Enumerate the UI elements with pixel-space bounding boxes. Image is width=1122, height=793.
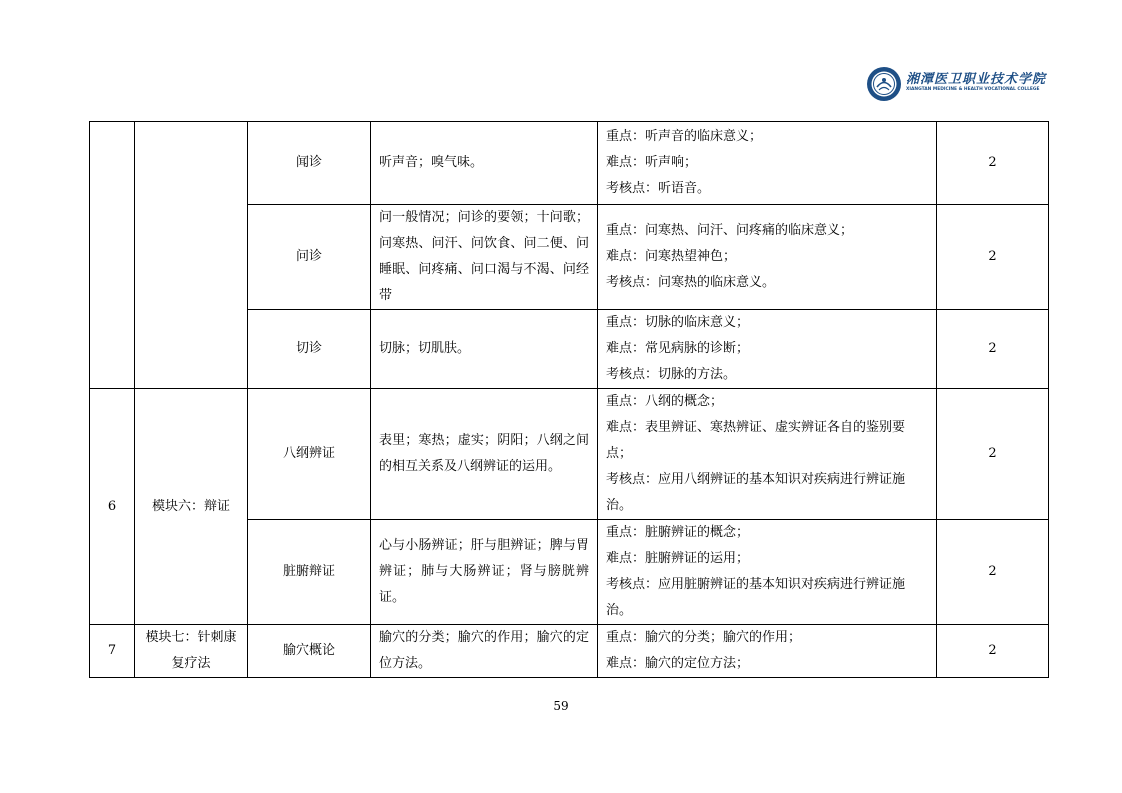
college-logo [866, 66, 1047, 104]
key-point: 重点：切脉的临床意义； [606, 315, 750, 330]
module-number-cell: 6 [90, 389, 135, 625]
college-name: 湘潭医卫职业技术学院 [906, 72, 1047, 87]
hours-cell: 2 [937, 205, 1049, 310]
module-name-cell [135, 122, 248, 389]
key-points-cell [598, 520, 937, 625]
hours-cell: 2 [937, 310, 1049, 389]
key-point: 考核点：听语音。 [606, 181, 711, 196]
key-point: 考核点：问寒热的临床意义。 [606, 275, 776, 290]
key-point: 治。 [606, 498, 633, 513]
key-points-cell [598, 205, 937, 310]
page-number: 59 [553, 699, 569, 713]
key-point: 考核点：切脉的方法。 [606, 367, 737, 382]
module-number-cell [90, 122, 135, 389]
topic-cell: 脏腑辩证 [248, 520, 371, 625]
table-row [90, 122, 1049, 205]
table-row [90, 389, 1049, 520]
content-cell: 表里；寒热；虚实；阴阳；八纲之间的相互关系及八纲辨证的运用。 [371, 389, 598, 520]
topic-cell: 腧穴概论 [248, 625, 371, 678]
college-name-english: XIANGTAN MEDICINE & HEALTH VOCATIONAL COLLEGE [906, 87, 1040, 92]
topic-cell: 八纲辨证 [248, 389, 371, 520]
key-point: 治。 [606, 603, 633, 618]
content-cell: 听声音；嗅气味。 [371, 122, 598, 205]
key-point: 重点：脏腑辨证的概念； [606, 525, 750, 540]
key-point: 难点：表里辨证、寒热辨证、虚实辨证各自的鉴别要 [606, 420, 906, 435]
module-name-line: 模块七：针刺康 [145, 630, 237, 645]
key-point: 重点：问寒热、问汗、问疼痛的临床意义； [606, 223, 854, 238]
topic-cell: 问诊 [248, 205, 371, 310]
module-name-line: 复疗法 [171, 656, 211, 671]
table-row [90, 625, 1049, 678]
content-cell: 腧穴的分类；腧穴的作用；腧穴的定位方法。 [371, 625, 598, 678]
hours-cell: 2 [937, 122, 1049, 205]
college-seal-icon [866, 66, 902, 102]
key-point: 难点：听声响； [606, 155, 698, 170]
key-point: 难点：问寒热望神色； [606, 249, 737, 264]
key-point: 难点：脏腑辨证的运用； [606, 551, 750, 566]
content-cell: 问一般情况；问诊的要领；十问歌；问寒热、问汗、问饮食、问二便、问睡眠、问疼痛、问口渴与不渴、问经带 [371, 205, 598, 310]
key-point: 难点：腧穴的定位方法； [606, 656, 750, 671]
content-cell: 心与小肠辨证；肝与胆辨证；脾与胃辨证；肺与大肠辨证；肾与膀胱辨证。 [371, 520, 598, 625]
key-point: 难点：常见病脉的诊断； [606, 341, 750, 356]
hours-cell: 2 [937, 520, 1049, 625]
key-point: 重点：听声音的临床意义； [606, 129, 763, 144]
key-point: 考核点：应用八纲辨证的基本知识对疾病进行辨证施 [606, 472, 906, 487]
key-points-cell [598, 625, 937, 678]
key-point: 考核点：应用脏腑辨证的基本知识对疾病进行辨证施 [606, 577, 906, 592]
module-name-cell [135, 625, 248, 678]
key-point: 重点：八纲的概念； [606, 394, 724, 409]
content-cell: 切脉；切肌肤。 [371, 310, 598, 389]
module-name-cell: 模块六：辩证 [135, 389, 248, 625]
key-points-cell [598, 389, 937, 520]
hours-cell: 2 [937, 625, 1049, 678]
syllabus-table [89, 121, 1049, 678]
hours-cell: 2 [937, 389, 1049, 520]
topic-cell: 切诊 [248, 310, 371, 389]
key-point: 点； [606, 446, 633, 461]
module-number-cell: 7 [90, 625, 135, 678]
key-points-cell [598, 310, 937, 389]
key-points-cell [598, 122, 937, 205]
topic-cell: 闻诊 [248, 122, 371, 205]
key-point: 重点：腧穴的分类；腧穴的作用； [606, 630, 802, 645]
